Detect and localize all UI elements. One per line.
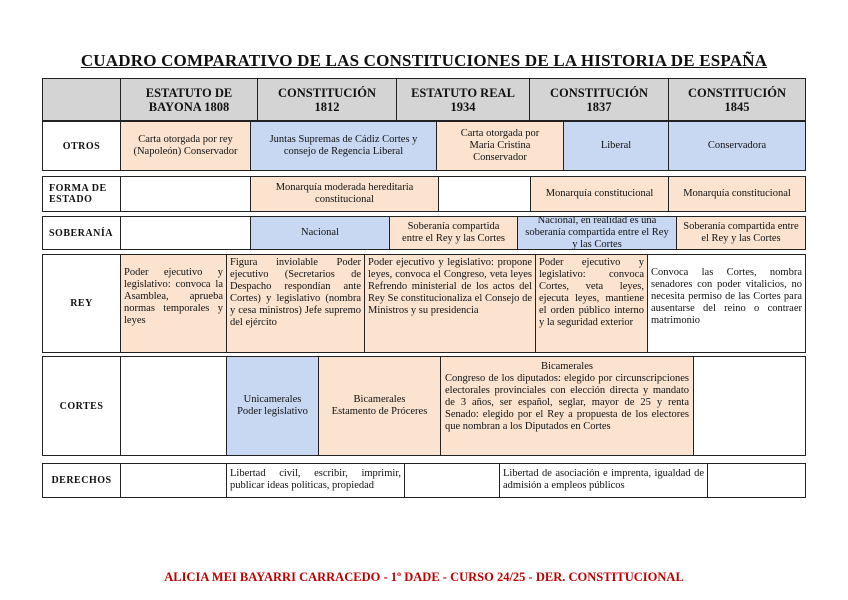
soberania-1845: Soberanía compartida entre el Rey y las Cortes xyxy=(676,216,806,250)
cortes-1812-line2: Poder legislativo xyxy=(237,406,308,417)
header-1837: CONSTITUCIÓN 1837 xyxy=(529,78,669,121)
row-rey xyxy=(42,254,806,353)
row-cortes xyxy=(42,356,806,456)
otros-real: Carta otorgada por Maria Cristina Conservador xyxy=(436,121,564,171)
cortes-1812 xyxy=(226,356,319,456)
derechos-1837: Libertad de asociación e imprenta, igualdad de admisión a empleos públicos xyxy=(499,463,708,498)
derechos-1812: Libertad civil, escribir, imprimir, publicar ideas políticas, propiedad xyxy=(226,463,405,498)
cortes-real-line2: Estamento de Próceres xyxy=(331,406,428,417)
header-bayona: ESTATUTO DE BAYONA 1808 xyxy=(120,78,258,121)
otros-bayona: Carta otorgada por rey (Napoleón) Conservador xyxy=(120,121,251,171)
soberania-bayona xyxy=(120,216,251,250)
soberania-1837: Nacional, en realidad es una soberanía compartida entre el Rey y las Cortes xyxy=(517,216,677,250)
row-forma xyxy=(42,176,806,212)
cortes-1812-line1: Unicamerales xyxy=(243,394,302,405)
rey-bayona: Poder ejecutivo y legislativo: convoca la Asamblea, aprueba normas temporales y leyes xyxy=(120,254,227,353)
row-derechos xyxy=(42,463,806,498)
forma-1837: Monarquía constitucional xyxy=(530,176,669,212)
soberania-1812: Nacional xyxy=(250,216,390,250)
row-label-otros: OTROS xyxy=(42,121,121,171)
derechos-real xyxy=(404,463,500,498)
cortes-1837-heading: Bicamerales xyxy=(541,361,593,372)
cortes-1845 xyxy=(693,356,806,456)
forma-bayona xyxy=(120,176,251,212)
cortes-1837 xyxy=(440,356,694,456)
row-otros xyxy=(42,121,806,171)
soberania-real: Soberanía compartida entre el Rey y las Cortes xyxy=(389,216,518,250)
row-label-derechos: DERECHOS xyxy=(42,463,121,498)
rey-real: Poder ejecutivo y legislativo: propone leyes, convoca el Congreso, veta leyes Refrendo ministerial de los actos del Rey Se constitucionaliza el Consejo de Ministros y su presidencia xyxy=(364,254,536,353)
forma-real xyxy=(438,176,531,212)
derechos-1845 xyxy=(707,463,806,498)
forma-1812: Monarquía moderada hereditaria constitucional xyxy=(250,176,439,212)
rey-1812: Figura inviolable Poder ejecutivo (Secretarios de Despacho respondían ante Cortes) y legislativo (nombra y cesa ministros) Jefe supremo del ejército xyxy=(226,254,365,353)
otros-1845: Conservadora xyxy=(668,121,806,171)
cortes-1837-text: Congreso de los diputados: elegido por circunscripciones electorales provinciales con elección directa y mandato de 3 años, ser español, seglar, mayor de 25 y renta Senado: elegido por el Rey a propuesta de los electores que nombran a los Diputados en Cortes xyxy=(445,373,689,432)
otros-1837: Liberal xyxy=(563,121,669,171)
row-label-forma: FORMA DE ESTADO xyxy=(42,176,121,212)
cortes-real-line1: Bicamerales xyxy=(353,394,406,405)
row-label-cortes: CORTES xyxy=(42,356,121,456)
document-title: CUADRO COMPARATIVO DE LAS CONSTITUCIONES DE LA HISTORIA DE ESPAÑA xyxy=(80,51,768,70)
row-soberania xyxy=(42,216,806,250)
rey-1837: Poder ejecutivo y legislativo: convoca Cortes, veta leyes, ejecuta leyes, mantiene el orden público interno y la seguridad exterior xyxy=(535,254,648,353)
cortes-bayona xyxy=(120,356,227,456)
row-label-rey: REY xyxy=(42,254,121,353)
forma-1845: Monarquía constitucional xyxy=(668,176,806,212)
header-row xyxy=(42,78,806,121)
header-corner xyxy=(42,78,121,121)
row-label-soberania: SOBERANÍA xyxy=(42,216,121,250)
cortes-real xyxy=(318,356,441,456)
rey-1845: Convoca las Cortes, nombra senadores con poder vitalicios, no necesita permiso de las Cortes para ausentarse del reino o contraer matrimonio xyxy=(647,254,806,353)
footer-author: ALICIA MEI BAYARRI CARRACEDO - 1º DADE - CURSO 24/25 - DER. CONSTITUCIONAL xyxy=(164,570,684,584)
header-1845: CONSTITUCIÓN 1845 xyxy=(668,78,806,121)
header-1812: CONSTITUCIÓN 1812 xyxy=(257,78,397,121)
otros-1812: Juntas Supremas de Cádiz Cortes y consejo de Regencia Liberal xyxy=(250,121,437,171)
header-real: ESTATUTO REAL 1934 xyxy=(396,78,530,121)
derechos-bayona xyxy=(120,463,227,498)
